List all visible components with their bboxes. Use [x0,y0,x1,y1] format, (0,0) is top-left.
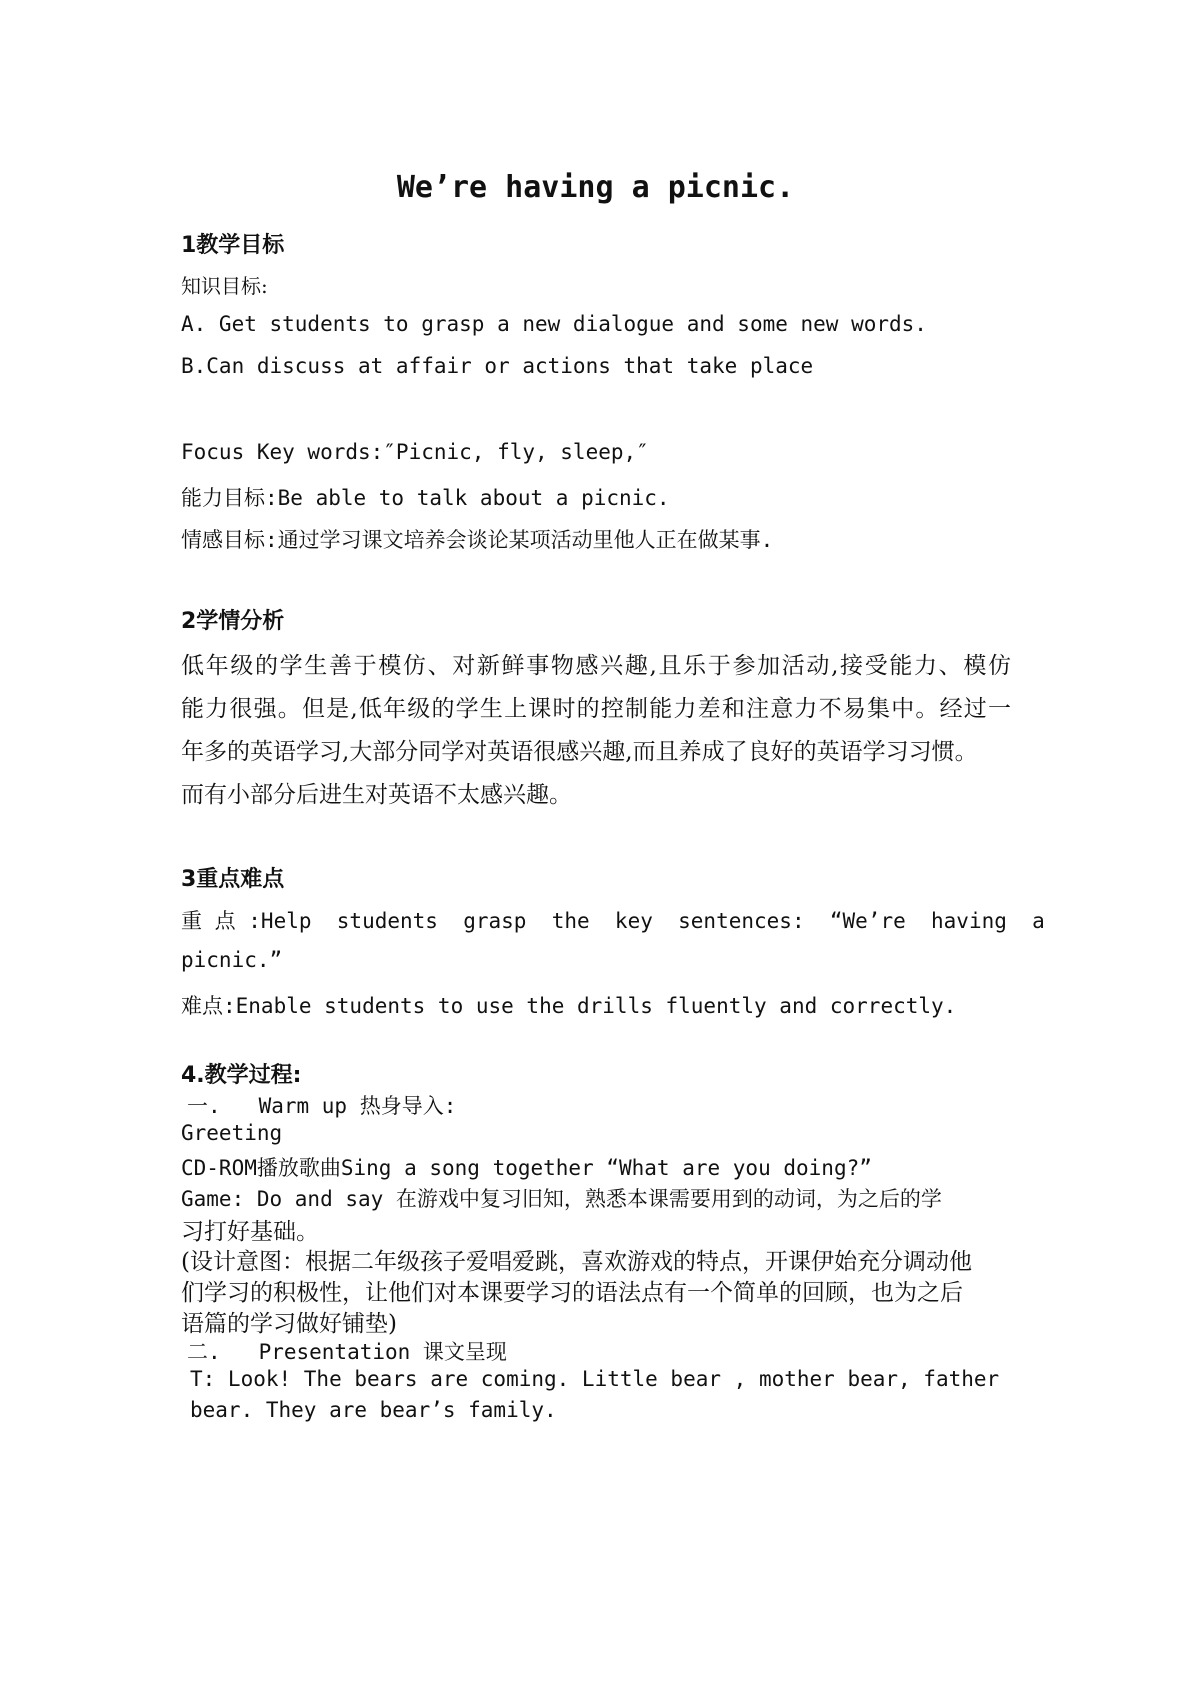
design-intent-line: 语篇的学习做好铺垫) [181,1311,397,1337]
cdrom-song-line: CD-ROM播放歌曲Sing a song together “What are you doing?” [181,1156,872,1180]
game-line-continued: 习打好基础。 [181,1219,319,1245]
design-intent-line: 们学习的积极性，让他们对本课要学习的语法点有一个简单的回顾，也为之后 [181,1280,963,1306]
game-line: Game: Do and say 在游戏中复习旧知，熟悉本课需要用到的动词，为之后的学 [181,1187,942,1211]
document-title: We’re having a picnic. [396,170,795,205]
difficult-point-line: 难点:Enable students to use the drills fluently and correctly. [181,994,957,1018]
emotion-objective: 情感目标:通过学习课文培养会谈论某项活动里他人正在做某事. [181,528,774,552]
section-heading-analysis: 2学情分析 [181,609,285,634]
section-heading-objectives: 1教学目标 [181,233,285,258]
greeting-line: Greeting [181,1121,283,1145]
step-warm-up-title: 一. Warm up 热身导入: [187,1094,457,1118]
key-point-line-continued: picnic.” [181,948,283,972]
section-heading-process: 4.教学过程: [181,1063,302,1088]
analysis-line: 低年级的学生善于模仿、对新鲜事物感兴趣,且乐于参加活动,接受能力、模仿 [181,653,1011,679]
teacher-line-continued: bear. They are bear’s family. [190,1398,557,1422]
key-point-line: 重 点 :Help students grasp the key sentences: “We’re having a [181,909,1045,933]
step-presentation-title: 二. Presentation 课文呈现 [187,1340,507,1364]
analysis-line: 年多的英语学习,大部分同学对英语很感兴趣,而且养成了良好的英语学习习惯。 [181,739,978,765]
analysis-line: 而有小部分后进生对英语不太感兴趣。 [181,782,572,808]
objective-item-a: A. Get students to grasp a new dialogue and some new words. [181,312,927,336]
design-intent-line: (设计意图：根据二年级孩子爱唱爱跳，喜欢游戏的特点，开课伊始充分调动他 [181,1249,972,1275]
objective-item-b: B.Can discuss at affair or actions that take place [181,354,814,378]
analysis-line: 能力很强。但是,低年级的学生上课时的控制能力差和注意力不易集中。经过一 [181,696,1011,722]
focus-key-words: Focus Key words:″Picnic, fly, sleep,″ [181,440,649,464]
teacher-line: T: Look! The bears are coming. Little bear , mother bear, father [190,1367,1000,1391]
ability-objective: 能力目标:Be able to talk about a picnic. [181,486,670,510]
knowledge-objective-label: 知识目标: [181,274,268,298]
section-heading-key-points: 3重点难点 [181,867,285,892]
